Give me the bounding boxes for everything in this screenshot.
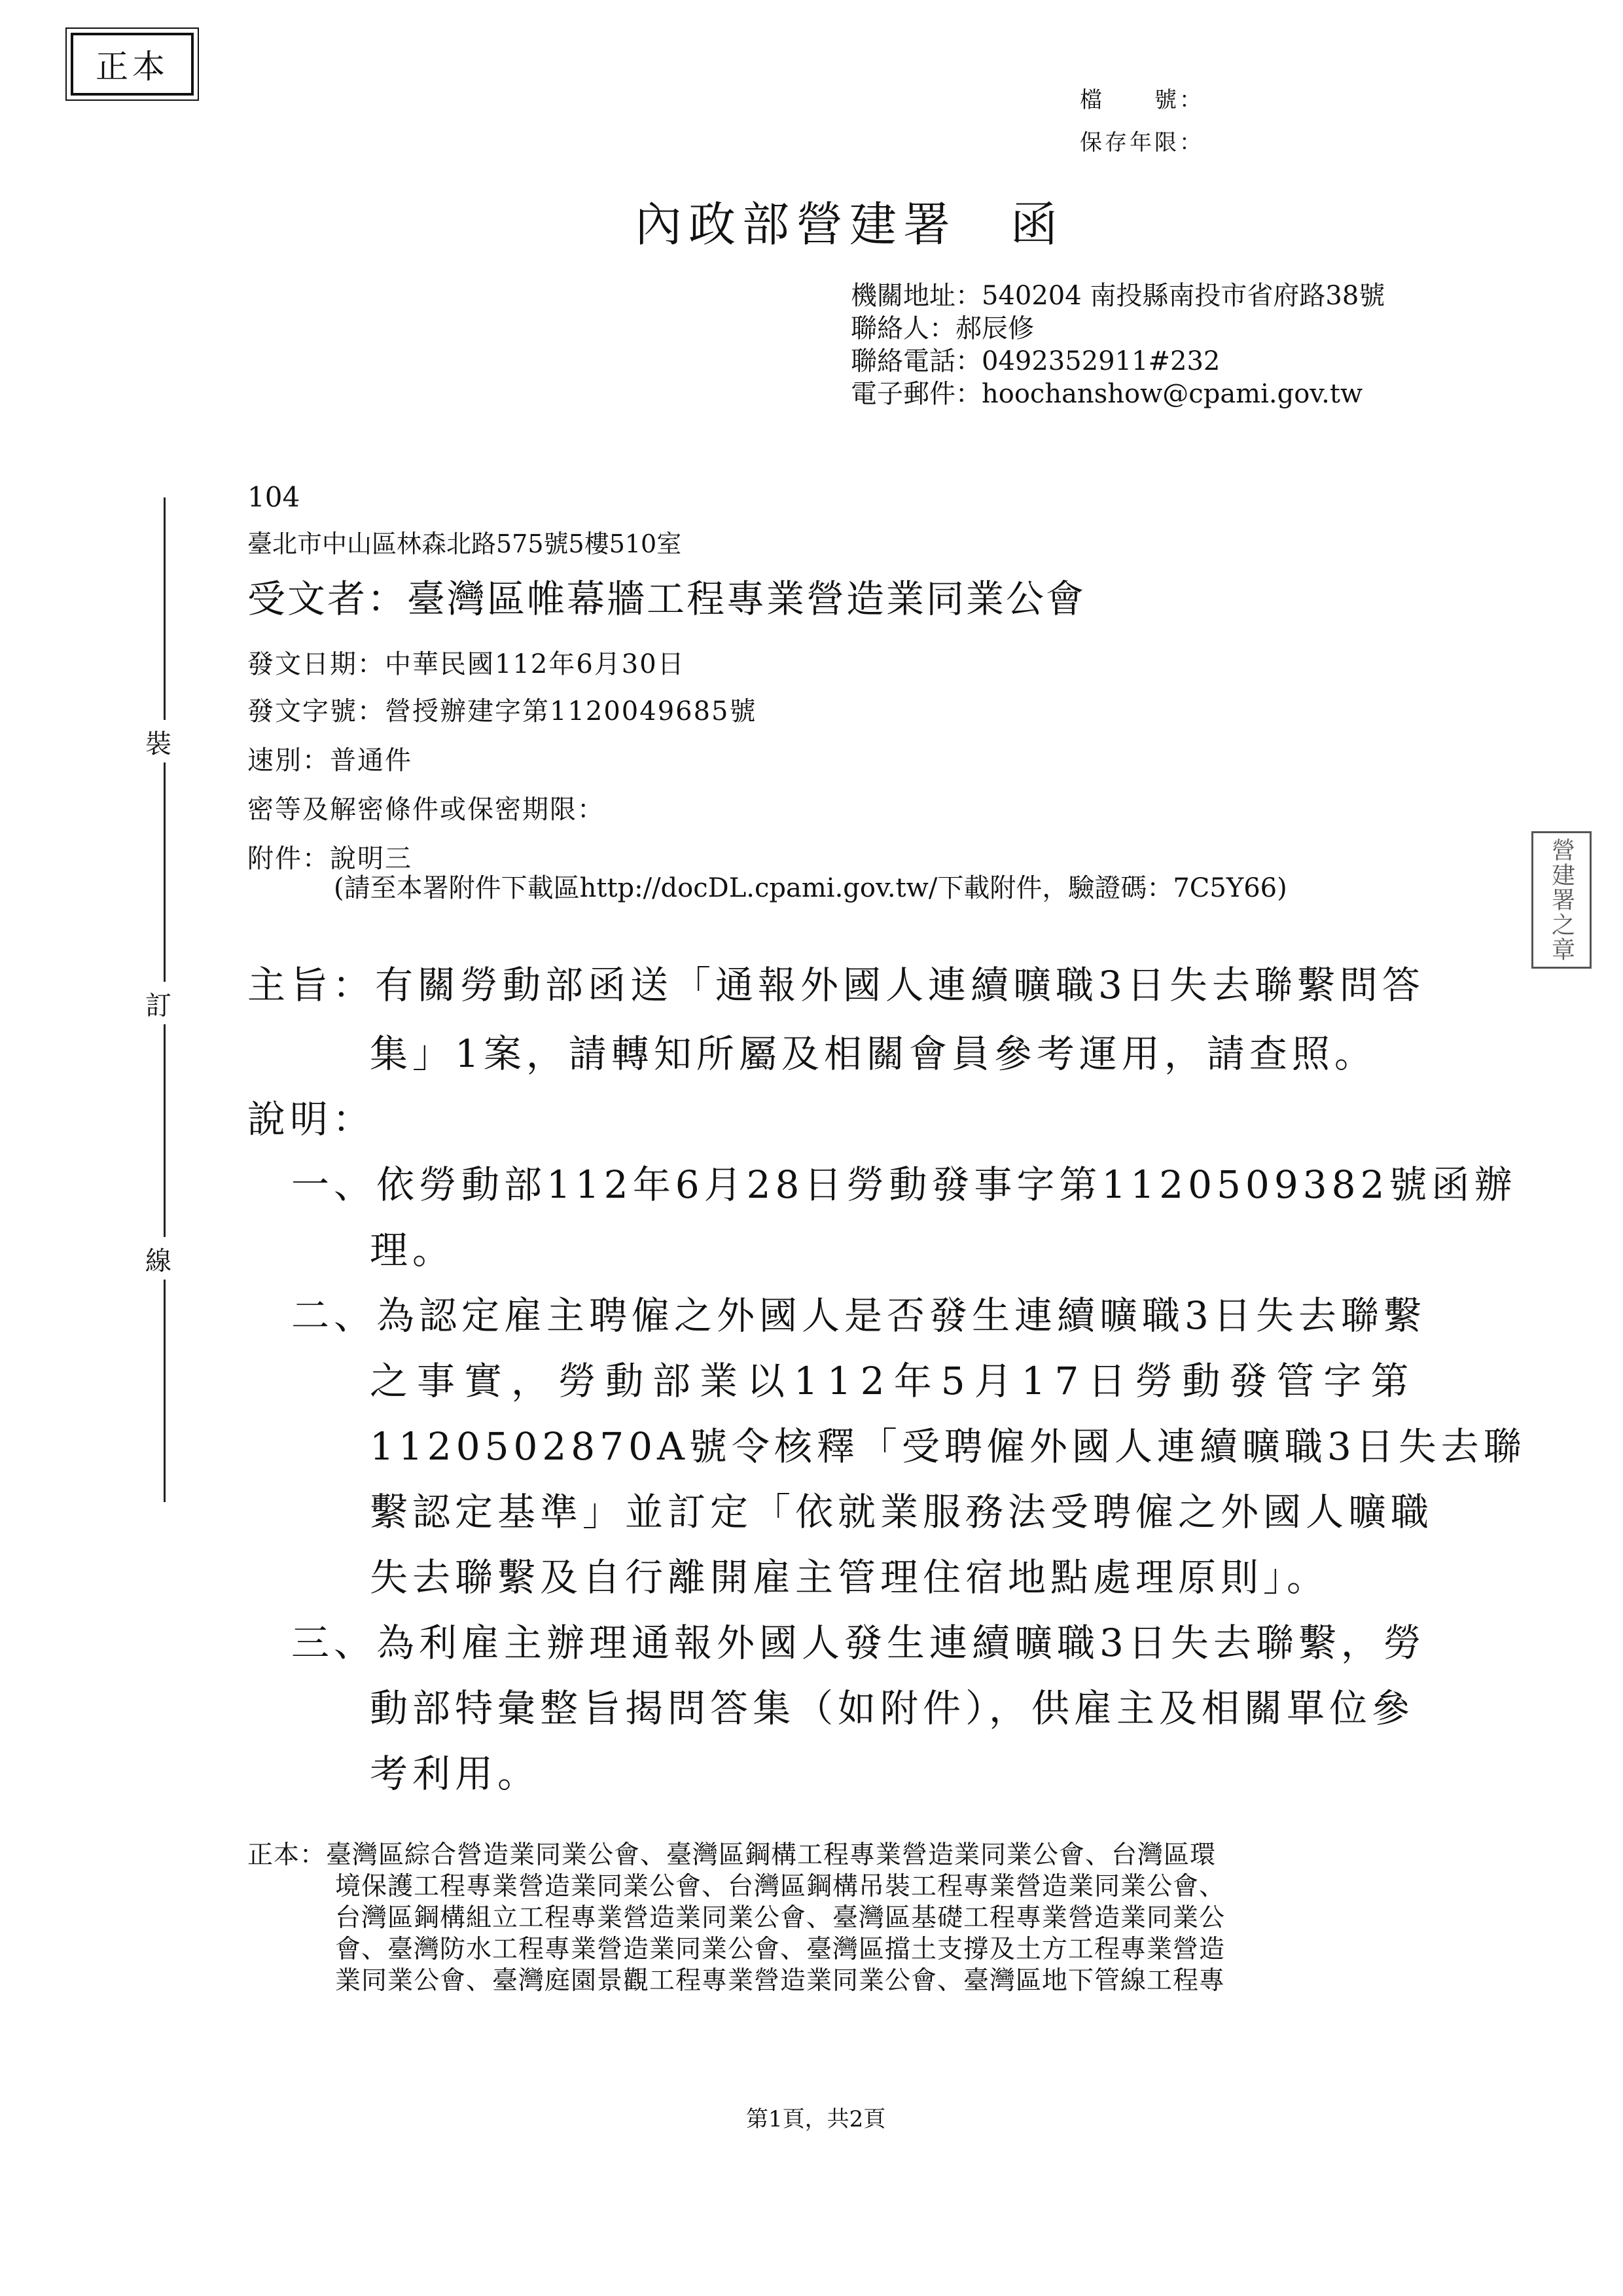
item-2-line-5: 失去聯繫及自行離開雇主管理住宿地點處理原則」。 xyxy=(370,1555,1330,1600)
binding-line-segment xyxy=(164,1024,166,1237)
agency-seal-text: 營建署之章 xyxy=(1548,838,1575,962)
binding-line-segment xyxy=(164,497,166,720)
item-1-line-1: 一、依勞動部112年6月28日勞動發事字第1120509382號函辦 xyxy=(291,1162,1517,1207)
contact-person: 聯絡人：郝辰修 xyxy=(851,314,1034,344)
cc-line-1: 正本：臺灣區綜合營造業同業公會、臺灣區鋼構工程專業營造業同業公會、台灣區環 xyxy=(247,1840,1217,1870)
item-3-line-3: 考利用。 xyxy=(370,1751,541,1796)
postal-code: 104 xyxy=(247,481,300,513)
binding-line-segment xyxy=(164,762,166,982)
cc-line-3: 台灣區鋼構組立工程專業營造業同業公會、臺灣區基礎工程專業營造業同業公 xyxy=(335,1903,1226,1933)
item-2-line-3: 1120502870A號令核釋「受聘僱外國人連續曠職3日失去聯 xyxy=(370,1424,1526,1469)
item-2-line-2: 之事實，勞動部業以112年5月17日勞動發管字第 xyxy=(370,1359,1418,1403)
recipient-address: 臺北市中山區林森北路575號5樓510室 xyxy=(247,529,682,558)
binding-mark-ding: 訂 xyxy=(145,991,171,1021)
confidentiality: 密等及解密條件或保密期限： xyxy=(247,795,605,825)
contact-phone: 聯絡電話：0492352911#232 xyxy=(851,346,1221,376)
binding-mark-xian: 線 xyxy=(145,1246,171,1276)
explanation-label: 說明： xyxy=(247,1097,376,1141)
item-1-line-2: 理。 xyxy=(370,1228,455,1272)
binding-line-segment xyxy=(164,1280,166,1502)
page-footer: 第1頁，共2頁 xyxy=(746,2106,886,2132)
contact-email: 電子郵件：hoochanshow@cpami.gov.tw xyxy=(851,379,1363,409)
original-copy-stamp: 正本 xyxy=(71,33,194,96)
item-2-line-1: 二、為認定雇主聘僱之外國人是否發生連續曠職3日失去聯繫 xyxy=(291,1293,1426,1338)
file-number-label: 檔 號： xyxy=(1080,87,1204,113)
cc-line-5: 業同業公會、臺灣庭園景觀工程專業營造業同業公會、臺灣區地下管線工程專 xyxy=(335,1966,1226,1996)
document-number: 發文字號：營授辦建字第1120049685號 xyxy=(247,696,757,726)
recipient: 受文者：臺灣區帷幕牆工程專業營造業同業公會 xyxy=(247,577,1086,621)
attachment-download-note: (請至本署附件下載區http://docDL.cpami.gov.tw/下載附件，驗證碼：7C5Y66) xyxy=(334,873,1287,903)
delivery-speed: 速別：普通件 xyxy=(247,745,412,776)
agency-seal xyxy=(1531,831,1592,969)
subject-line-1: 主旨：有關勞動部函送「通報外國人連續曠職3日失去聯繫問答 xyxy=(247,963,1425,1007)
document-title: 內政部營建署 函 xyxy=(635,197,1065,252)
item-3-line-2: 動部特彙整旨揭問答集（如附件），供雇主及相關單位參 xyxy=(370,1686,1415,1731)
item-2-line-4: 繫認定基準」並訂定「依就業服務法受聘僱之外國人曠職 xyxy=(370,1490,1434,1534)
binding-mark-zhuang: 裝 xyxy=(145,729,171,759)
cc-line-4: 會、臺灣防水工程專業營造業同業公會、臺灣區擋土支撐及土方工程專業營造 xyxy=(335,1935,1226,1964)
agency-address: 機關地址：540204 南投縣南投市省府路38號 xyxy=(851,281,1385,311)
issue-date: 發文日期：中華民國112年6月30日 xyxy=(247,649,685,679)
cc-line-2: 境保護工程專業營造業同業公會、台灣區鋼構吊裝工程專業營造業同業公會、 xyxy=(335,1872,1226,1901)
subject-line-2: 集」1案，請轉知所屬及相關會員參考運用，請查照。 xyxy=(370,1031,1377,1076)
retention-period-label: 保存年限： xyxy=(1080,130,1204,156)
item-3-line-1: 三、為利雇主辦理通報外國人發生連續曠職3日失去聯繫，勞 xyxy=(291,1621,1426,1665)
attachment-label: 附件：說明三 xyxy=(247,844,412,874)
